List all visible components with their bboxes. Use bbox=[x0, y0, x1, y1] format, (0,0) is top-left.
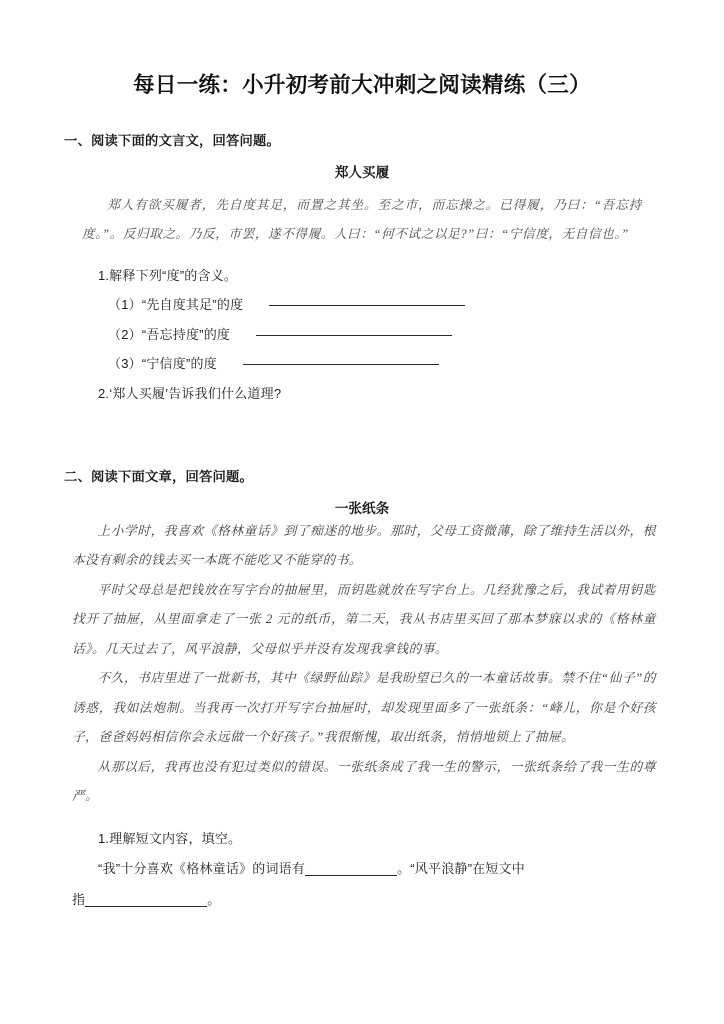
question-1-2 bbox=[60, 379, 664, 408]
question-number: 1. bbox=[98, 830, 110, 846]
fill-text-before: “我”十分喜欢《格林童话》的词语有 bbox=[98, 860, 306, 876]
sub-question-label: （1）“先自度其足”的度 bbox=[108, 297, 244, 312]
spacer bbox=[60, 249, 664, 261]
sub-question-label: （2）“吾忘持度”的度 bbox=[108, 326, 231, 342]
question-number: 1. bbox=[98, 268, 110, 283]
question-text: 解释下列“度”的含义。 bbox=[109, 268, 238, 283]
fill-blank-2[interactable] bbox=[85, 891, 207, 907]
fill-in-line-1 bbox=[60, 853, 664, 884]
story-paragraph-3: 不久，书店里进了一批新书，其中《绿野仙踪》是我盼望已久的一本童话故事。禁不住“仙子”的诱惑，我如法炮制。当我再一次打开写字台抽屉时，却发现里面多了一张纸条：“峰儿，你是个好孩子，爸爸妈妈相信你会永远做一个好孩子。”我很惭愧，取出纸条，悄悄地锁上了抽屉。 bbox=[72, 671, 656, 744]
fill-text-after: 。“风平浪静”在短文中 bbox=[397, 860, 525, 876]
sub-question-2 bbox=[60, 320, 664, 350]
story-paragraph-2: 平时父母总是把钱放在写字台的抽屉里，而钥匙就放在写字台上。几经犹豫之后，我试着用钥匙找开了抽屉，从里面拿走了一张 2 元的纸币，第二天，我从书店里买回了那本梦寐以求的《格林童话》。几天过去了，风平浪静，父母似乎并没有发现我拿钱的事。 bbox=[72, 582, 656, 656]
answer-blank-2[interactable] bbox=[256, 334, 452, 336]
section-gap bbox=[60, 408, 664, 466]
document-content bbox=[60, 130, 664, 915]
classical-text-passage: 郑人有欲买履者，先自度其足，而置之其坐。至之市，而忘操之。已得履，乃曰：“吾忘持度。”。反归取之。乃反，市罢，遂不得履。人曰：“何不试之以足?”曰：“宁信度，无自信也。” bbox=[82, 198, 642, 241]
section-two-heading: 二、阅读下面文章，回答问题。 bbox=[64, 468, 253, 484]
page-title: 每日一练：小升初考前大冲刺之阅读精练（三） bbox=[133, 73, 591, 97]
answer-blank-1[interactable] bbox=[269, 304, 465, 306]
question-number: 2. bbox=[98, 385, 110, 401]
sub-question-1 bbox=[60, 290, 664, 320]
answer-blank-3[interactable] bbox=[243, 363, 439, 365]
question-2-1 bbox=[60, 824, 664, 853]
spacer bbox=[60, 812, 664, 824]
fill-text-before: 指 bbox=[72, 891, 86, 907]
sub-question-3 bbox=[60, 349, 664, 379]
section-one bbox=[60, 130, 664, 408]
section-one-heading: 一、阅读下面的文言文，回答问题。 bbox=[64, 133, 280, 148]
question-text: ‘郑人买履’告诉我们什么道理? bbox=[109, 385, 282, 401]
story-paragraph-1: 上小学时，我喜欢《格林童话》到了痴迷的地步。那时，父母工资微薄，除了维持生活以外，根本没有剩余的钱去买一本既不能吃又不能穿的书。 bbox=[72, 523, 656, 567]
fill-text-after: 。 bbox=[207, 891, 221, 907]
story-paragraph-4: 从那以后，我再也没有犯过类似的错误。一张纸条成了我一生的警示，一张纸条给了我一生的尊严。 bbox=[72, 759, 656, 803]
sub-question-label: （3）“宁信度”的度 bbox=[108, 356, 217, 371]
section-two bbox=[60, 466, 664, 915]
question-text: 理解短文内容，填空。 bbox=[109, 830, 242, 846]
fill-in-line-2 bbox=[60, 884, 664, 915]
question-1-1 bbox=[60, 261, 664, 290]
section-one-article-title: 郑人买履 bbox=[334, 165, 390, 180]
fill-blank-1[interactable] bbox=[305, 860, 397, 876]
section-two-article-title: 一张纸条 bbox=[334, 500, 390, 516]
